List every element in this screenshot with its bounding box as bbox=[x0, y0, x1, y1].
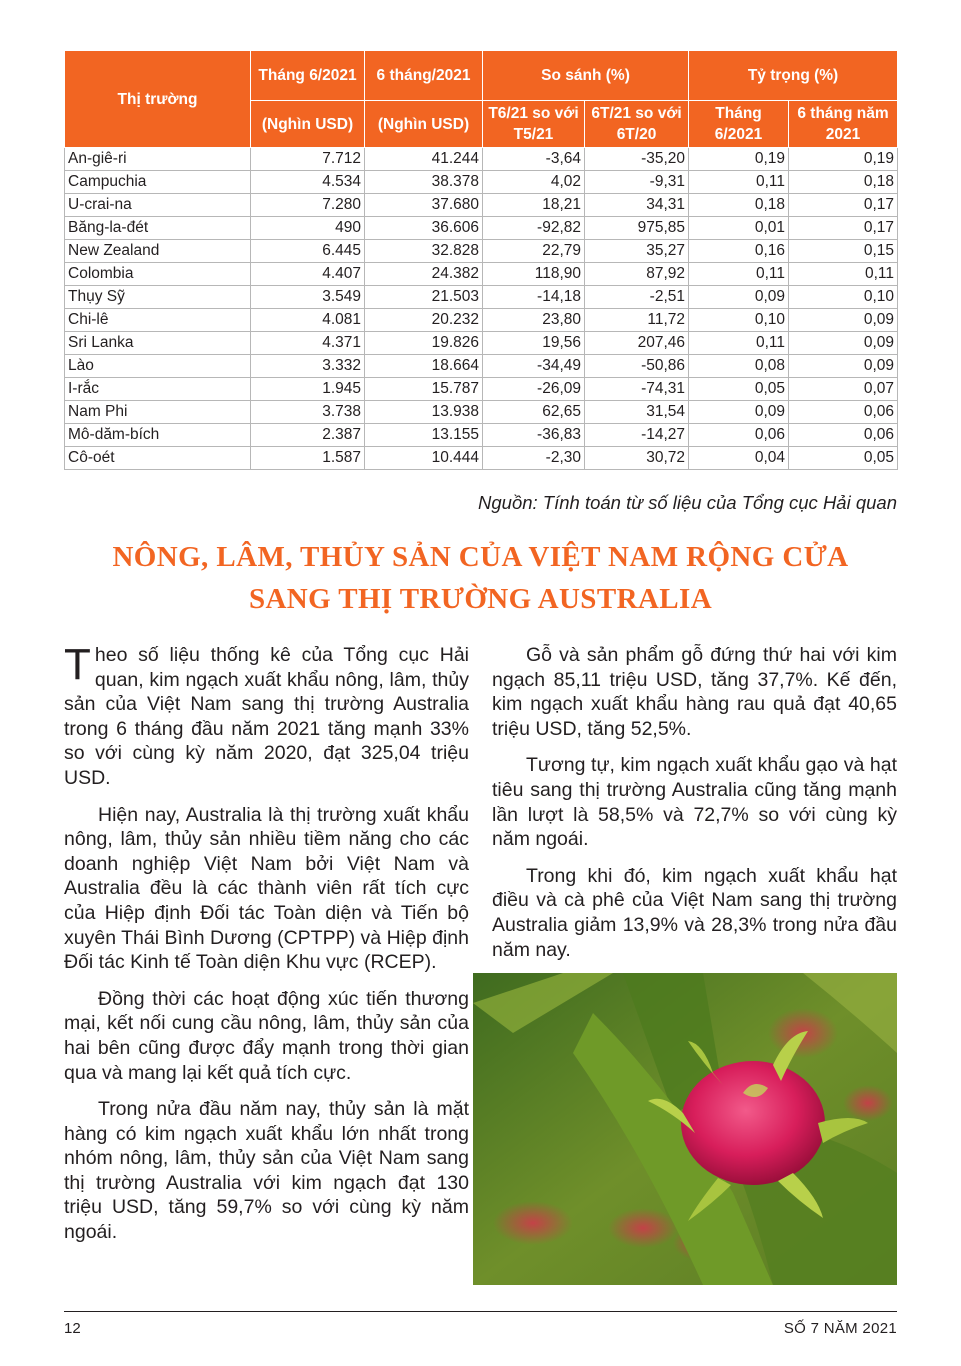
header-compare: So sánh (%) bbox=[483, 51, 689, 101]
table-cell-six: 13.938 bbox=[365, 401, 483, 424]
table-cell-s2: 0,17 bbox=[789, 217, 898, 240]
table-cell-s1: 0,06 bbox=[689, 424, 789, 447]
table-cell-market: Thụy Sỹ bbox=[65, 286, 251, 309]
paragraph-4: Trong nửa đầu năm nay, thủy sản là mặt hàng có kim ngạch xuất khẩu lớn nhất trong nhóm nông, lâm, thủy sản của Việt Nam sang thị trường Australia với kim ngạch đạt 130 triệu USD, tăng 59,7% so với cùng kỳ năm ngoái. bbox=[64, 1098, 469, 1244]
table-cell-c1: -34,49 bbox=[483, 355, 585, 378]
table-cell-c2: 975,85 bbox=[585, 217, 689, 240]
header-unit-month: (Nghìn USD) bbox=[251, 101, 365, 148]
table-cell-s1: 0,11 bbox=[689, 171, 789, 194]
table-cell-c1: -92,82 bbox=[483, 217, 585, 240]
table-cell-six: 10.444 bbox=[365, 447, 483, 470]
header-unit-six: (Nghìn USD) bbox=[365, 101, 483, 148]
table-cell-market: Mô-dăm-bích bbox=[65, 424, 251, 447]
header-share: Tỷ trọng (%) bbox=[689, 51, 898, 101]
table-cell-s2: 0,06 bbox=[789, 424, 898, 447]
table-cell-month: 3.549 bbox=[251, 286, 365, 309]
header-share-1: Tháng 6/2021 bbox=[689, 101, 789, 148]
table-row bbox=[65, 217, 898, 240]
table-cell-s2: 0,18 bbox=[789, 171, 898, 194]
article-column-left bbox=[64, 640, 469, 1257]
table-row bbox=[65, 148, 898, 171]
table-cell-c1: 118,90 bbox=[483, 263, 585, 286]
header-share-2: 6 tháng năm 2021 bbox=[789, 101, 898, 148]
table-cell-six: 20.232 bbox=[365, 309, 483, 332]
table-cell-month: 2.387 bbox=[251, 424, 365, 447]
headline-line-1: NÔNG, LÂM, THỦY SẢN CỦA VIỆT NAM RỘNG CỬA bbox=[112, 541, 849, 573]
table-cell-s1: 0,19 bbox=[689, 148, 789, 171]
table-row bbox=[65, 240, 898, 263]
table-cell-six: 38.378 bbox=[365, 171, 483, 194]
table-cell-s1: 0,01 bbox=[689, 217, 789, 240]
table-cell-six: 41.244 bbox=[365, 148, 483, 171]
header-six-months: 6 tháng/2021 bbox=[365, 51, 483, 101]
paragraph-1: Theo số liệu thống kê của Tổng cục Hải quan, kim ngạch xuất khẩu nông, lâm, thủy sản của Việt Nam sang thị trường Australia trong 6 tháng đầu năm 2021 tăng mạnh 33% so với cùng kỳ năm 2020, đạt 325,04 triệu USD. bbox=[64, 640, 469, 789]
table-cell-s2: 0,11 bbox=[789, 263, 898, 286]
header-month: Tháng 6/2021 bbox=[251, 51, 365, 101]
table-cell-c2: -2,51 bbox=[585, 286, 689, 309]
table-cell-s2: 0,15 bbox=[789, 240, 898, 263]
table-cell-s1: 0,11 bbox=[689, 263, 789, 286]
headline-line-2: SANG THỊ TRƯỜNG AUSTRALIA bbox=[248, 583, 713, 615]
table-cell-c1: 19,56 bbox=[483, 332, 585, 355]
table-cell-six: 18.664 bbox=[365, 355, 483, 378]
table-row bbox=[65, 171, 898, 194]
table-cell-s1: 0,04 bbox=[689, 447, 789, 470]
table-cell-s1: 0,16 bbox=[689, 240, 789, 263]
issue-label: SỐ 7 NĂM 2021 bbox=[783, 1320, 897, 1337]
table-cell-market: Chi-lê bbox=[65, 309, 251, 332]
table-row bbox=[65, 286, 898, 309]
table-cell-six: 36.606 bbox=[365, 217, 483, 240]
table-cell-six: 13.155 bbox=[365, 424, 483, 447]
table-cell-c1: -14,18 bbox=[483, 286, 585, 309]
header-compare-1: T6/21 so với T5/21 bbox=[483, 101, 585, 148]
table-cell-c1: 23,80 bbox=[483, 309, 585, 332]
table-cell-market: An-giê-ri bbox=[65, 148, 251, 171]
table-cell-c2: -74,31 bbox=[585, 378, 689, 401]
table-cell-c1: 18,21 bbox=[483, 194, 585, 217]
paragraph-6: Tương tự, kim ngạch xuất khẩu gạo và hạt tiêu sang thị trường Australia cũng tăng mạnh lần lượt là 58,5% và 72,7% so với cùng kỳ năm ngoái. bbox=[492, 754, 897, 851]
article-headline bbox=[64, 536, 897, 620]
table-row bbox=[65, 401, 898, 424]
table-cell-market: Cô-oét bbox=[65, 447, 251, 470]
table-cell-market: Lào bbox=[65, 355, 251, 378]
table-cell-s1: 0,18 bbox=[689, 194, 789, 217]
table-cell-c2: -50,86 bbox=[585, 355, 689, 378]
table-cell-six: 19.826 bbox=[365, 332, 483, 355]
table-cell-s2: 0,17 bbox=[789, 194, 898, 217]
table-cell-c2: -35,20 bbox=[585, 148, 689, 171]
table-cell-c2: 87,92 bbox=[585, 263, 689, 286]
table-row bbox=[65, 309, 898, 332]
table-cell-six: 32.828 bbox=[365, 240, 483, 263]
table-cell-s1: 0,09 bbox=[689, 401, 789, 424]
trade-table bbox=[64, 50, 898, 470]
table-cell-c2: 11,72 bbox=[585, 309, 689, 332]
table-cell-c1: -3,64 bbox=[483, 148, 585, 171]
table-row bbox=[65, 424, 898, 447]
page-number: 12 bbox=[64, 1320, 81, 1337]
table-cell-s2: 0,10 bbox=[789, 286, 898, 309]
table-cell-market: I-rắc bbox=[65, 378, 251, 401]
table-cell-c1: -2,30 bbox=[483, 447, 585, 470]
table-cell-market: Sri Lanka bbox=[65, 332, 251, 355]
table-cell-s1: 0,11 bbox=[689, 332, 789, 355]
table-cell-month: 4.371 bbox=[251, 332, 365, 355]
paragraph-7: Trong khi đó, kim ngạch xuất khẩu hạt điều và cà phê của Việt Nam sang thị trường Australia giảm 13,9% và 28,3% trong nửa đầu năm nay. bbox=[492, 864, 897, 961]
table-cell-s1: 0,05 bbox=[689, 378, 789, 401]
table-cell-s2: 0,07 bbox=[789, 378, 898, 401]
table-cell-c2: 35,27 bbox=[585, 240, 689, 263]
table-cell-s2: 0,09 bbox=[789, 332, 898, 355]
table-cell-six: 21.503 bbox=[365, 286, 483, 309]
table-cell-month: 1.945 bbox=[251, 378, 365, 401]
table-cell-c2: 207,46 bbox=[585, 332, 689, 355]
table-cell-c2: -14,27 bbox=[585, 424, 689, 447]
table-cell-s2: 0,09 bbox=[789, 355, 898, 378]
header-compare-2: 6T/21 so với 6T/20 bbox=[585, 101, 689, 148]
table-cell-s1: 0,09 bbox=[689, 286, 789, 309]
table-row bbox=[65, 263, 898, 286]
table-cell-six: 24.382 bbox=[365, 263, 483, 286]
table-cell-market: Campuchia bbox=[65, 171, 251, 194]
table-cell-market: Băng-la-đét bbox=[65, 217, 251, 240]
trade-table-section bbox=[64, 50, 897, 470]
table-cell-c1: -26,09 bbox=[483, 378, 585, 401]
table-cell-month: 7.712 bbox=[251, 148, 365, 171]
table-cell-c1: 62,65 bbox=[483, 401, 585, 424]
table-cell-month: 3.332 bbox=[251, 355, 365, 378]
table-row bbox=[65, 355, 898, 378]
table-row bbox=[65, 378, 898, 401]
paragraph-2: Hiện nay, Australia là thị trường xuất khẩu nông, lâm, thủy sản nhiều tiềm năng cho các doanh nghiệp Việt Nam bởi Việt Nam và Australia đều là các thành viên rất tích cực của Hiệp định Đối tác Toàn diện và Tiến bộ xuyên Thái Bình Dương (CPTPP) và Hiệp định Đối tác Kinh tế Toàn diện Khu vực (RCEP). bbox=[64, 803, 469, 974]
paragraph-3: Đồng thời các hoạt động xúc tiến thương mại, kết nối cung cầu nông, lâm, thủy sản của hai bên cũng được đẩy mạnh trong thời gian qua và mang lại kết quả tích cực. bbox=[64, 987, 469, 1084]
table-cell-month: 3.738 bbox=[251, 401, 365, 424]
paragraph-5: Gỗ và sản phẩm gỗ đứng thứ hai với kim ngạch 85,11 triệu USD, tăng 37,7%. Kế đến, kim ngạch xuất khẩu hàng rau quả đạt 40,65 triệu USD, tăng 52,5%. bbox=[492, 644, 897, 740]
table-cell-c1: 4,02 bbox=[483, 171, 585, 194]
table-cell-market: New Zealand bbox=[65, 240, 251, 263]
header-market: Thị trường bbox=[65, 51, 251, 148]
table-row bbox=[65, 447, 898, 470]
dragon-fruit-photo bbox=[473, 973, 897, 1285]
table-cell-month: 4.081 bbox=[251, 309, 365, 332]
table-cell-market: U-crai-na bbox=[65, 194, 251, 217]
table-cell-c1: -36,83 bbox=[483, 424, 585, 447]
table-cell-six: 15.787 bbox=[365, 378, 483, 401]
table-cell-six: 37.680 bbox=[365, 194, 483, 217]
table-cell-market: Nam Phi bbox=[65, 401, 251, 424]
dropcap: T bbox=[64, 640, 91, 689]
table-cell-month: 4.534 bbox=[251, 171, 365, 194]
table-cell-month: 1.587 bbox=[251, 447, 365, 470]
table-cell-s2: 0,05 bbox=[789, 447, 898, 470]
footer-divider bbox=[64, 1311, 897, 1312]
table-row bbox=[65, 332, 898, 355]
table-source: Nguồn: Tính toán từ số liệu của Tổng cục Hải quan bbox=[478, 492, 897, 513]
table-row bbox=[65, 194, 898, 217]
table-cell-month: 7.280 bbox=[251, 194, 365, 217]
table-cell-c2: 31,54 bbox=[585, 401, 689, 424]
table-cell-month: 4.407 bbox=[251, 263, 365, 286]
table-cell-c2: 30,72 bbox=[585, 447, 689, 470]
table-cell-c2: 34,31 bbox=[585, 194, 689, 217]
table-cell-month: 490 bbox=[251, 217, 365, 240]
table-cell-s2: 0,09 bbox=[789, 309, 898, 332]
table-cell-s2: 0,19 bbox=[789, 148, 898, 171]
article-column-right bbox=[492, 643, 897, 974]
table-cell-month: 6.445 bbox=[251, 240, 365, 263]
table-cell-c2: -9,31 bbox=[585, 171, 689, 194]
table-cell-s2: 0,06 bbox=[789, 401, 898, 424]
table-cell-s1: 0,08 bbox=[689, 355, 789, 378]
table-cell-market: Colombia bbox=[65, 263, 251, 286]
table-cell-s1: 0,10 bbox=[689, 309, 789, 332]
table-cell-c1: 22,79 bbox=[483, 240, 585, 263]
